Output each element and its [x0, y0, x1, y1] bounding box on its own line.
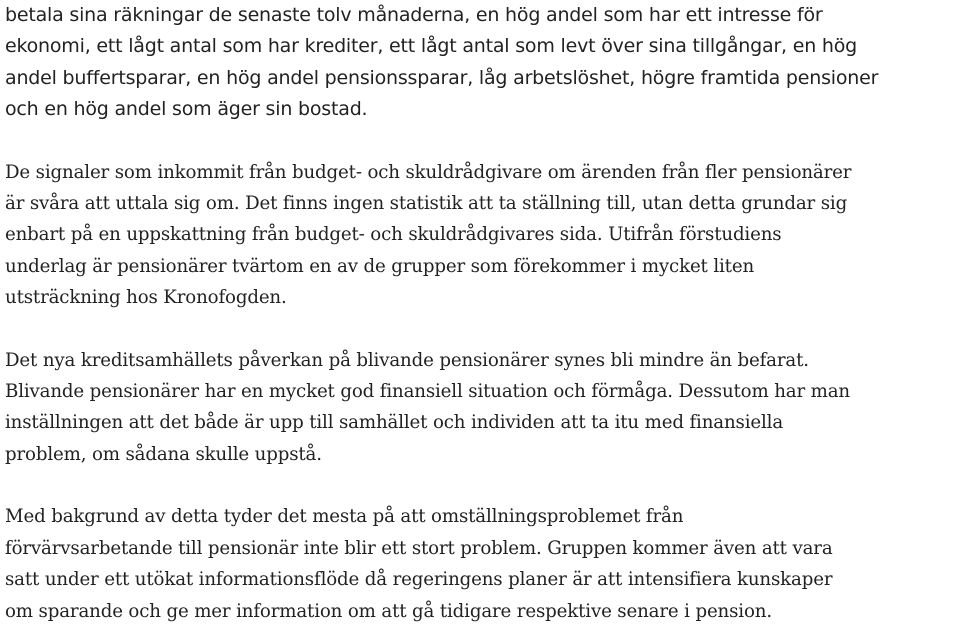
text-line: Det nya kreditsamhällets påverkan på blivande pensionärer synes bli mindre än befarat.: [5, 349, 809, 371]
paragraph-spacer: [5, 126, 955, 157]
text-line: inställningen att det både är upp till samhället och individen att ta itu med finansiella: [5, 412, 784, 434]
text-line: och en hög andel som äger sin bostad.: [5, 98, 368, 121]
text-line: Med bakgrund av detta tyder det mesta på att omställningsproblemet från: [5, 506, 684, 528]
paragraph-spacer: [5, 470, 955, 501]
paragraph-2: [5, 157, 955, 314]
text-line: andel buffertsparar, en hög andel pensionssparar, låg arbetslöshet, högre framtida pensioner: [5, 66, 879, 89]
document-page: [5, 0, 955, 627]
text-line: underlag är pensionärer tvärtom en av de grupper som förekommer i mycket liten: [5, 255, 755, 277]
text-line: betala sina räkningar de senaste tolv månaderna, en hög andel som har ett intresse för: [5, 4, 823, 26]
text-line: problem, om sådana skulle uppstå.: [5, 443, 322, 465]
text-line: De signaler som inkommit från budget- och skuldrådgivare om ärenden från fler pensionärer: [5, 161, 852, 183]
text-line: satt under ett utökat informationsflöde då regeringens planer är att intensifiera kunskaper: [5, 569, 833, 591]
text-line: enbart på en uppskattning från budget- och skuldrådgivares sida. Utifrån förstudiens: [5, 224, 782, 246]
text-line: Blivande pensionärer har en mycket god finansiell situation och förmåga. Dessutom har man: [5, 381, 850, 403]
paragraph-1: [5, 0, 955, 126]
paragraph-3: [5, 345, 955, 471]
text-line: ekonomi, ett lågt antal som har krediter, ett lågt antal som levt över sina tillgångar, en hög: [5, 35, 858, 58]
text-line: förvärvsarbetande till pensionär inte blir ett stort problem. Gruppen kommer även att vara: [5, 537, 833, 559]
paragraph-spacer: [5, 314, 955, 345]
text-line: om sparande och ge mer information om att gå tidigare respektive senare i pension.: [5, 600, 772, 622]
text-line: utsträckning hos Kronofogden.: [5, 287, 287, 309]
text-line: är svåra att uttala sig om. Det finns ingen statistik att ta ställning till, utan detta grundar sig: [5, 193, 848, 215]
paragraph-4: [5, 501, 955, 627]
